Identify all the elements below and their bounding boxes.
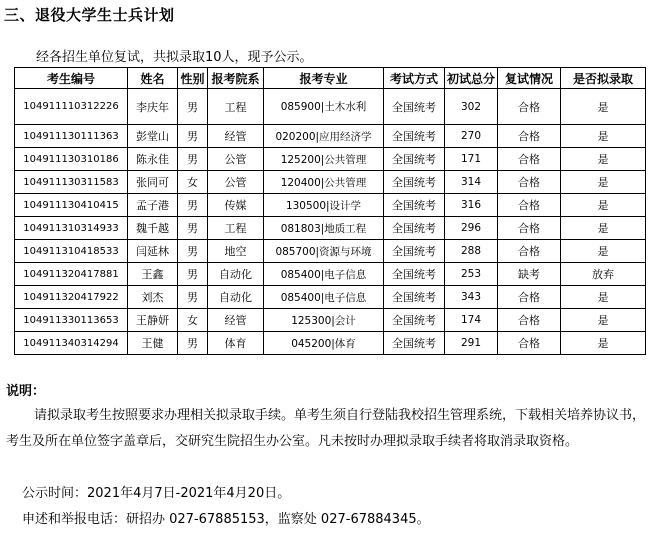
cell-candidate-id: 104911130310186 xyxy=(15,148,128,171)
cell-exam-method: 全国统考 xyxy=(384,125,445,148)
cell-department: 公管 xyxy=(208,148,264,171)
cell-candidate-id: 104911320417881 xyxy=(15,263,128,286)
cell-candidate-id: 104911130111363 xyxy=(15,125,128,148)
header-admission-status: 是否拟录取 xyxy=(561,68,646,89)
cell-retest-status: 合格 xyxy=(498,194,561,217)
cell-gender: 男 xyxy=(178,125,208,148)
cell-candidate-id: 104911320417922 xyxy=(15,286,128,309)
cell-candidate-id: 104911130311583 xyxy=(15,171,128,194)
cell-prelim-score: 314 xyxy=(445,171,498,194)
contact-phones: 申述和举报电话：研招办 027-67885153，监察处 027-67884345。 xyxy=(22,512,430,527)
notice-period: 公示时间：2021年4月7日-2021年4月20日。 xyxy=(22,486,291,501)
cell-exam-method: 全国统考 xyxy=(384,240,445,263)
cell-department: 公管 xyxy=(208,171,264,194)
cell-retest-status: 合格 xyxy=(498,171,561,194)
cell-retest-status: 合格 xyxy=(498,89,561,125)
cell-prelim-score: 343 xyxy=(445,286,498,309)
cell-department: 工程 xyxy=(208,217,264,240)
cell-retest-status: 合格 xyxy=(498,125,561,148)
cell-department: 经管 xyxy=(208,125,264,148)
header-department: 报考院系 xyxy=(208,68,264,89)
cell-prelim-score: 174 xyxy=(445,309,498,332)
cell-name: 刘杰 xyxy=(128,286,178,309)
cell-major: 125300|会计 xyxy=(264,309,384,332)
cell-admission-status: 是 xyxy=(561,89,646,125)
cell-prelim-score: 296 xyxy=(445,217,498,240)
cell-exam-method: 全国统考 xyxy=(384,194,445,217)
table-row xyxy=(15,89,646,125)
cell-exam-method: 全国统考 xyxy=(384,332,445,355)
cell-name: 魏千越 xyxy=(128,217,178,240)
header-retest-status: 复试情况 xyxy=(498,68,561,89)
cell-gender: 男 xyxy=(178,263,208,286)
cell-major: 130500|设计学 xyxy=(264,194,384,217)
cell-name: 李庆年 xyxy=(128,89,178,125)
cell-admission-status: 是 xyxy=(561,125,646,148)
table-row xyxy=(15,332,646,355)
admission-table xyxy=(14,67,646,355)
header-candidate-id: 考生编号 xyxy=(15,68,128,89)
cell-major: 045200|体育 xyxy=(264,332,384,355)
cell-exam-method: 全国统考 xyxy=(384,89,445,125)
table-row xyxy=(15,217,646,240)
cell-prelim-score: 291 xyxy=(445,332,498,355)
cell-admission-status: 是 xyxy=(561,286,646,309)
cell-prelim-score: 171 xyxy=(445,148,498,171)
table-row xyxy=(15,148,646,171)
notes-body: 请拟录取考生按照要求办理相关拟录取手续。单考生须自行登陆我校招生管理系统，下载相关培养协议书，考生及所在单位签字盖章后，交研究生院招生办公室。凡未按时办理拟录取手续者将取消录取资格。 xyxy=(6,408,646,449)
cell-retest-status: 合格 xyxy=(498,148,561,171)
cell-candidate-id: 104911110312226 xyxy=(15,89,128,125)
table-header-row xyxy=(15,68,646,89)
cell-retest-status: 合格 xyxy=(498,332,561,355)
cell-admission-status: 是 xyxy=(561,194,646,217)
notes-title: 说明： xyxy=(6,384,46,399)
cell-gender: 女 xyxy=(178,309,208,332)
cell-prelim-score: 316 xyxy=(445,194,498,217)
cell-gender: 男 xyxy=(178,148,208,171)
cell-admission-status: 是 xyxy=(561,240,646,263)
cell-major: 085400|电子信息 xyxy=(264,286,384,309)
cell-department: 自动化 xyxy=(208,286,264,309)
cell-admission-status: 放弃 xyxy=(561,263,646,286)
cell-department: 地空 xyxy=(208,240,264,263)
header-prelim-score: 初试总分 xyxy=(445,68,498,89)
cell-retest-status: 缺考 xyxy=(498,263,561,286)
cell-name: 孟子港 xyxy=(128,194,178,217)
cell-candidate-id: 104911330113653 xyxy=(15,309,128,332)
cell-exam-method: 全国统考 xyxy=(384,217,445,240)
cell-major: 085400|电子信息 xyxy=(264,263,384,286)
cell-name: 王鑫 xyxy=(128,263,178,286)
intro-text: 经各招生单位复试，共拟录取10人，现予公示。 xyxy=(36,50,313,65)
cell-major: 081803|地质工程 xyxy=(264,217,384,240)
cell-candidate-id: 104911310418533 xyxy=(15,240,128,263)
cell-candidate-id: 104911130410415 xyxy=(15,194,128,217)
cell-exam-method: 全国统考 xyxy=(384,148,445,171)
table-row xyxy=(15,286,646,309)
cell-admission-status: 是 xyxy=(561,332,646,355)
cell-department: 工程 xyxy=(208,89,264,125)
header-exam-method: 考试方式 xyxy=(384,68,445,89)
cell-gender: 男 xyxy=(178,194,208,217)
cell-exam-method: 全国统考 xyxy=(384,309,445,332)
cell-name: 陈永佳 xyxy=(128,148,178,171)
cell-admission-status: 是 xyxy=(561,148,646,171)
cell-department: 传媒 xyxy=(208,194,264,217)
cell-gender: 男 xyxy=(178,332,208,355)
cell-candidate-id: 104911340314294 xyxy=(15,332,128,355)
cell-prelim-score: 270 xyxy=(445,125,498,148)
cell-gender: 男 xyxy=(178,217,208,240)
table-row xyxy=(15,125,646,148)
section-heading: 三、退役大学生士兵计划 xyxy=(4,6,175,24)
cell-prelim-score: 253 xyxy=(445,263,498,286)
cell-admission-status: 是 xyxy=(561,217,646,240)
cell-prelim-score: 288 xyxy=(445,240,498,263)
cell-gender: 男 xyxy=(178,89,208,125)
cell-department: 经管 xyxy=(208,309,264,332)
cell-gender: 男 xyxy=(178,286,208,309)
table-row xyxy=(15,263,646,286)
cell-department: 体育 xyxy=(208,332,264,355)
cell-name: 张同可 xyxy=(128,171,178,194)
cell-department: 自动化 xyxy=(208,263,264,286)
table-row xyxy=(15,194,646,217)
cell-admission-status: 是 xyxy=(561,171,646,194)
cell-name: 王静妍 xyxy=(128,309,178,332)
cell-major: 020200|应用经济学 xyxy=(264,125,384,148)
cell-major: 125200|公共管理 xyxy=(264,148,384,171)
cell-major: 085700|资源与环境 xyxy=(264,240,384,263)
cell-name: 彭堂山 xyxy=(128,125,178,148)
cell-prelim-score: 302 xyxy=(445,89,498,125)
cell-major: 120400|公共管理 xyxy=(264,171,384,194)
cell-retest-status: 合格 xyxy=(498,286,561,309)
cell-retest-status: 合格 xyxy=(498,309,561,332)
cell-name: 闫延林 xyxy=(128,240,178,263)
cell-gender: 女 xyxy=(178,171,208,194)
table-row xyxy=(15,309,646,332)
header-name: 姓名 xyxy=(128,68,178,89)
header-major: 报考专业 xyxy=(264,68,384,89)
cell-gender: 男 xyxy=(178,240,208,263)
cell-name: 王健 xyxy=(128,332,178,355)
cell-retest-status: 合格 xyxy=(498,240,561,263)
cell-retest-status: 合格 xyxy=(498,217,561,240)
table-row xyxy=(15,171,646,194)
table-row xyxy=(15,240,646,263)
cell-exam-method: 全国统考 xyxy=(384,171,445,194)
cell-exam-method: 全国统考 xyxy=(384,263,445,286)
cell-admission-status: 是 xyxy=(561,309,646,332)
header-gender: 性别 xyxy=(178,68,208,89)
cell-candidate-id: 104911310314933 xyxy=(15,217,128,240)
cell-exam-method: 全国统考 xyxy=(384,286,445,309)
cell-major: 085900|土木水利 xyxy=(264,89,384,125)
